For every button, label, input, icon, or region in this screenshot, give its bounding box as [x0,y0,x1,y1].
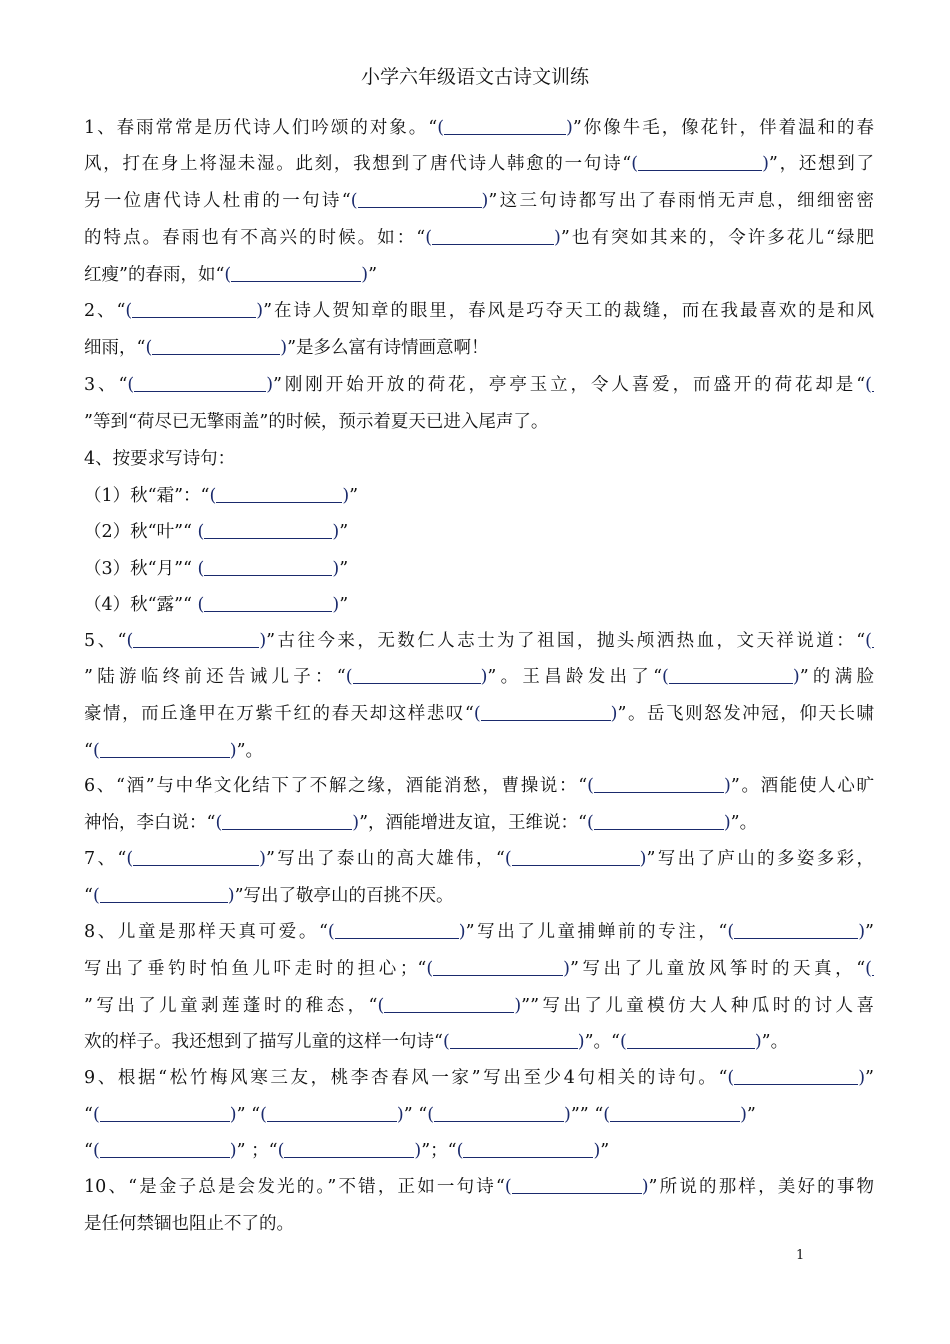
answer-blank[interactable]: ( ) [197,595,340,615]
text-line [84,592,874,618]
text-line [84,1138,874,1164]
line-text: 6、“酒”与中华文化结下了不解之缘，酒能消愁，曹操说：“ [84,776,588,796]
answer-blank[interactable]: ( [865,959,872,979]
line-text: 4、按要求写诗句： [84,449,236,469]
line-text: ”所说的那样，美好的事物 [648,1177,874,1197]
answer-blank[interactable]: ( ) [92,1141,237,1161]
text-line [84,225,874,251]
answer-blank[interactable]: ( ) [631,154,769,174]
line-text: 细雨，“ [84,338,146,358]
answer-blank[interactable]: ( ) [662,667,800,687]
line-text: ” “ [236,1105,261,1125]
line-text: ”也有突如其来的，令许多花儿“绿肥 [560,228,874,248]
line-text: ” [339,522,349,542]
line-text: （2）秋“叶”“ [84,522,198,542]
text-line [84,664,874,690]
answer-blank[interactable]: ( ) [587,813,731,833]
line-text: 1、春雨常常是历代诗人们吟颂的对象。“ [84,118,438,138]
line-text: （4）秋“露”“ [84,595,198,615]
answer-blank[interactable]: ( ) [437,118,573,138]
line-text: ”这三句诗都写出了春雨悄无声息，细细密密 [488,191,874,211]
answer-blank[interactable]: ( ) [727,922,866,942]
answer-blank[interactable]: ( ) [442,1032,585,1052]
text-line [84,483,874,509]
line-text: ” [600,1141,610,1161]
line-text: 风，打在身上将湿未湿。此刻，我想到了唐代诗人韩愈的一句诗“ [84,154,632,174]
answer-blank[interactable]: ( ) [327,922,466,942]
line-text: 8、儿童是那样天真可爱。“ [84,922,328,942]
line-text: ”陆游临终前还告诫儿子：“ [84,667,346,687]
page-number: 1 [796,1248,805,1263]
line-text: 神怡，李白说：“ [84,813,216,833]
line-text: 另一位唐代诗人杜甫的一句诗“ [84,191,351,211]
answer-blank[interactable]: ( ) [350,191,489,211]
page-title: 小学六年级语文古诗文训练 [360,66,589,88]
line-text: ”刚刚开始开放的荷花，亭亭玉立，令人喜爱，而盛开的荷花却是“ [273,375,866,395]
line-text: ”，还想到了 [768,154,874,174]
line-text: ”是多么富有诗情画意啊！ [287,338,489,358]
line-text: ”。“ [584,1032,621,1052]
text-line [84,262,874,288]
line-text: ”写出了儿童剥莲蓬时的稚态，“ [84,996,378,1016]
line-text: 9、根据“松竹梅风寒三友，桃李杏春风一家”写出至少4句相关的诗句。“ [84,1068,728,1088]
answer-blank[interactable]: ( ) [377,996,522,1016]
line-text: ” [339,595,349,615]
line-text: ” [339,559,349,579]
line-text: ”；“ [421,1141,457,1161]
text-line [84,556,874,582]
line-text: ”写出了泰山的高大雄伟，“ [265,849,505,869]
answer-blank[interactable]: ( ) [145,338,288,358]
line-text: 写出了垂钓时怕鱼儿吓走时的担心；“ [84,959,427,979]
line-text: ” [865,922,874,942]
answer-blank[interactable]: ( ) [620,1032,762,1052]
answer-blank[interactable]: ( ) [127,375,274,395]
text-line [84,335,874,361]
answer-blank[interactable]: ( ) [92,886,235,906]
line-text: ”，酒能增进友谊，王维说：“ [359,813,588,833]
line-text: ” “ [403,1105,428,1125]
line-text: ” ；“ [236,1141,278,1161]
line-text: ”写出了敬亭山的百挑不厌。 [234,886,454,906]
line-text: ” [368,265,378,285]
answer-blank[interactable]: ( ) [260,1105,404,1125]
answer-blank[interactable]: ( ) [456,1141,601,1161]
line-text: 的特点。春雨也有不高兴的时候。如：“ [84,228,426,248]
answer-blank[interactable]: ( ) [727,1068,866,1088]
answer-blank[interactable]: ( ) [587,776,731,796]
line-text: ”你像牛毛，像花针，伴着温和的春 [572,118,874,138]
line-text: “ [84,1105,93,1125]
line-text: 7、“ [84,849,127,869]
answer-blank[interactable]: ( ) [277,1141,422,1161]
answer-blank[interactable]: ( ) [209,486,350,506]
line-text: ”写出了儿童放风筝时的天真，“ [569,959,866,979]
text-line [84,738,874,764]
text-line [84,372,874,398]
text-line [84,409,874,435]
answer-blank[interactable]: ( ) [504,1177,649,1197]
text-line [84,701,874,727]
text-line [84,883,874,909]
line-text: 2、“ [84,301,126,321]
answer-blank[interactable]: ( ) [425,228,561,248]
text-line [84,993,874,1019]
line-text: ”。 [236,741,264,761]
answer-blank[interactable]: ( ) [224,265,369,285]
text-line [84,115,874,141]
line-text: （3）秋“月”“ [84,559,198,579]
line-text: 豪情，而丘逢甲在万紫千红的春天却这样悲叹“ [84,704,474,724]
answer-blank[interactable]: ( [865,631,872,651]
line-text: （1）秋“霜”：“ [84,486,210,506]
text-line [84,298,874,324]
line-text: ”” “ [570,1105,604,1125]
line-text: 5、“ [84,631,127,651]
line-text: ”。 [730,813,758,833]
answer-blank[interactable]: ( [865,375,872,395]
text-line [84,846,874,872]
text-line [84,151,874,177]
line-text: 10、“是金子总是会发光的。”不错，正如一句诗“ [84,1177,505,1197]
line-text: ”的满脸 [799,667,874,687]
answer-blank[interactable]: ( ) [92,741,237,761]
answer-blank[interactable]: ( ) [345,667,488,687]
text-line [84,1211,874,1237]
text-line [84,519,874,545]
text-line [84,1102,874,1128]
line-text: ”写出了儿童捕蝉前的专注，“ [465,922,728,942]
answer-blank[interactable]: ( ) [215,813,360,833]
line-text: “ [84,741,93,761]
text-line [84,919,874,945]
line-text: ”在诗人贺知章的眼里，春风是巧夺天工的裁缝，而在我最喜欢的是和风 [263,301,874,321]
text-line [84,810,874,836]
answer-blank[interactable]: ( ) [92,1105,237,1125]
line-text: 3、“ [84,375,128,395]
line-text: ”古往今来，无数仁人志士为了祖国，抛头颅洒热血，文天祥说道：“ [266,631,866,651]
line-text: “ [84,1141,93,1161]
line-text: ”。岳飞则怒发冲冠，仰天长啸 [617,704,874,724]
text-line [84,1065,874,1091]
line-text: ” [349,486,359,506]
line-text: ” [865,1068,874,1088]
answer-blank[interactable]: ( ) [126,631,267,651]
answer-blank[interactable]: ( ) [197,522,340,542]
line-text: ”。王昌龄发出了“ [487,667,663,687]
answer-blank[interactable]: ( ) [603,1105,747,1125]
line-text: ”。 [761,1032,789,1052]
line-text: ” [746,1105,756,1125]
text-line [84,956,874,982]
line-text: ”写出了庐山的多姿多彩， [646,849,874,869]
answer-blank[interactable]: ( ) [427,1105,571,1125]
answer-blank[interactable]: ( ) [504,849,647,869]
text-line [84,773,874,799]
answer-blank[interactable]: ( ) [125,301,264,321]
answer-blank[interactable]: ( ) [426,959,570,979]
line-text: 欢的样子。我还想到了描写儿童的这样一句诗“ [84,1032,443,1052]
line-text: 是任何禁锢也阻止不了的。 [84,1214,294,1234]
answer-blank[interactable]: ( ) [197,559,340,579]
line-text: ”。酒能使人心旷 [730,776,874,796]
text-line [84,628,874,654]
answer-blank[interactable]: ( ) [473,704,618,724]
text-line [84,1174,874,1200]
answer-blank[interactable]: ( ) [126,849,266,869]
line-text: ”等到“荷尽已无擎雨盖”的时候，预示着夏天已进入尾声了。 [84,412,549,432]
line-text: 红瘦”的春雨，如“ [84,265,225,285]
text-line [84,188,874,214]
line-text: “ [84,886,93,906]
line-text: ””写出了儿童模仿大人种瓜时的讨人喜 [521,996,874,1016]
text-line [84,446,874,472]
text-line [84,1029,874,1055]
